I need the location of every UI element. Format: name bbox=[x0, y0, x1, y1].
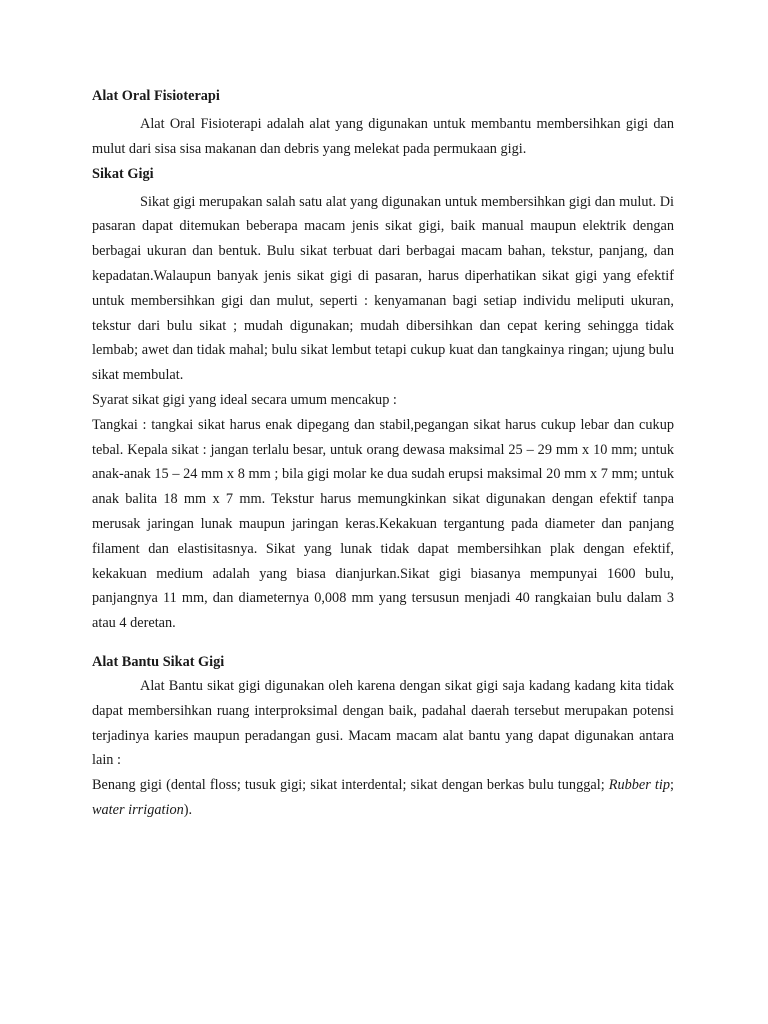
paragraph-alat-oral-fisioterapi: Alat Oral Fisioterapi adalah alat yang digunakan untuk membantu membersihkan gigi dan mulut dari sisa sisa makanan dan debris yang melekat pada permukaan gigi. bbox=[92, 116, 674, 157]
paragraph-sikat-gigi-intro: Sikat gigi merupakan salah satu alat yang digunakan untuk membersihkan gigi dan mulut. Di pasaran dapat ditemukan beberapa macam jenis sikat gigi, baik manual maupun elektrik dengan berbagai ukuran dan bentuk. Bulu sikat terbuat dari berbagai macam bahan, tekstur, panjang, dan kepadatan.Walaupun banyak jenis sikat gigi di pasaran, harus diperhatikan sikat gigi yang efektif untuk membersihkan gigi dan mulut, seperti : kenyamanan bagi setiap individu meliputi ukuran, tekstur dari bulu sikat ; mudah digunakan; mudah dibersihkan dan cepat kering sehingga tidak lembab; awet dan tidak mahal; bulu sikat lembut tetapi cukup kuat dan tangkainya ringan; ujung bulu sikat membulat. bbox=[92, 193, 674, 384]
section-heading-sikat-gigi: Sikat Gigi bbox=[92, 165, 154, 182]
section-heading-alat-oral-fisioterapi: Alat Oral Fisioterapi bbox=[92, 88, 220, 104]
water-irrigation-text: water irrigation bbox=[92, 801, 184, 818]
separator-text: ; bbox=[670, 777, 674, 794]
paragraph-benang-gigi bbox=[92, 773, 674, 823]
paragraph-alat-bantu-intro: Alat Bantu sikat gigi digunakan oleh karena dengan sikat gigi saja kadang kadang kita tidak dapat membersihkan ruang interproksimal dengan baik, padahal daerah tersebut merupakan potensi terjadinya karies maupun peradangan gusi. Macam macam alat bantu yang dapat digunakan antara lain : bbox=[92, 677, 674, 769]
paragraph-tangkai-kepala-sikat: Tangkai : tangkai sikat harus enak dipegang dan stabil,pegangan sikat harus cukup lebar dan cukup tebal. Kepala sikat : jangan terlalu besar, untuk orang dewasa maksimal 25 – 29 mm x 10 mm; untuk anak-anak 15 – 24 mm x 8 mm ; bila gigi molar ke dua sudah erupsi maksimal 20 mm x 7 mm; untuk anak balita 18 mm x 7 mm. Tekstur harus memungkinkan sikat digunakan dengan efektif tanpa merusak jaringan lunak maupun jaringan keras.Kekakuan tergantung pada diameter dan panjang filament dan elastisitasnya. Sikat yang lunak tidak dapat membersihkan plak dengan efektif, kekakuan medium adalah yang biasa dianjurkan.Sikat gigi biasanya mempunyai 1600 bulu, panjangnya 11 mm, dan diameternya 0,008 mm yang tersusun menjadi 40 rangkaian bulu dalam 3 atau 4 deretan. bbox=[92, 416, 674, 632]
benang-gigi-lead-text: Benang gigi (dental floss; tusuk gigi; sikat interdental; sikat dengan berkas bulu tunggal; bbox=[92, 777, 609, 794]
document-page bbox=[92, 84, 674, 823]
paragraph-syarat-sikat-gigi: Syarat sikat gigi yang ideal secara umum mencakup : bbox=[92, 391, 397, 408]
rubber-tip-text: Rubber tip bbox=[608, 777, 671, 794]
section-heading-alat-bantu-sikat-gigi: Alat Bantu Sikat Gigi bbox=[92, 653, 225, 670]
closing-text: ). bbox=[183, 801, 193, 818]
